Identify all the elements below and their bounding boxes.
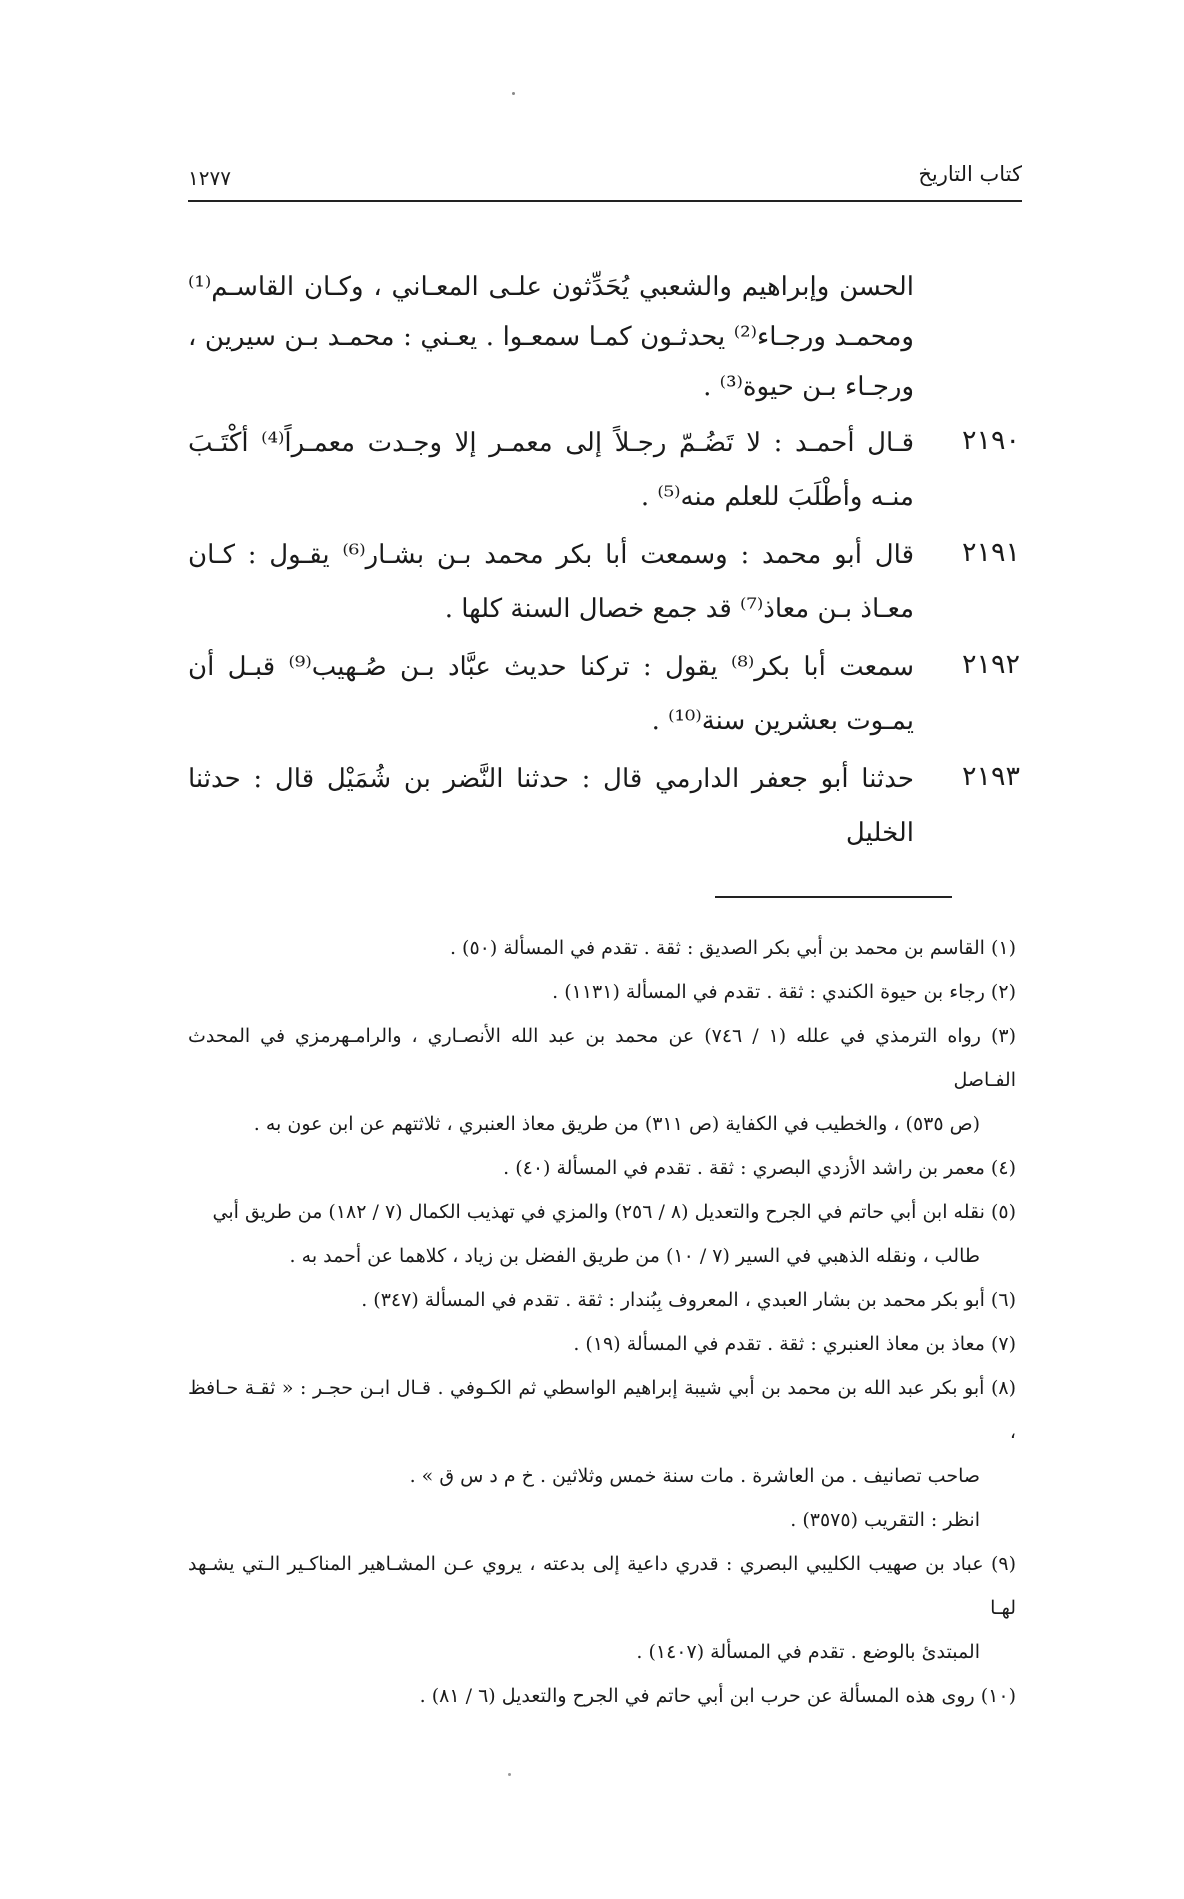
footnote-line: (٦) أبو بكر محمد بن بشار العبدي ، المعروف بِبُندار : ثقة . تقدم في المسألة (٣٤٧) .: [361, 1289, 1016, 1311]
entry-number: ٢١٩٢: [961, 649, 1020, 680]
footnote-2: [188, 970, 1016, 1014]
entry-text: سمعت أبا بكر⁽⁸⁾ يقول : تركنا حديث عبَّاد بـن صُـهيب⁽⁹⁾ قبـل أن يمـوت بعشرين سنة⁽¹⁰⁾ .: [188, 652, 914, 736]
footnote-line: صاحب تصانيف . من العاشرة . مات سنة خمس وثلاثين . خ م د س ق » .: [409, 1465, 980, 1487]
page-number: ١٢٧٧: [188, 166, 231, 190]
footnote-line: (ص ٥٣٥) ، والخطيب في الكفاية (ص ٣١١) من طريق معاذ العنبري ، ثلاثتهم عن ابن عون به .: [253, 1113, 980, 1135]
footnote-5: [188, 1190, 1016, 1278]
footnote-line: طالب ، ونقله الذهبي في السير (٧ / ١٠) من طريق الفضل بن زياد ، كلاهما عن أحمد به .: [289, 1245, 980, 1267]
footnote-9: [188, 1542, 1016, 1674]
entry-text: قـال أحمـد : لا تَضُـمّ رجـلاً إلى معمـر إلا وجـدت معمـراً⁽⁴⁾ أكْتَـبَ منـه وأطْلَبَ للعلم منه⁽⁵⁾ .: [188, 428, 915, 512]
entry-number: ٢١٩٣: [961, 761, 1020, 792]
entry-number: ٢١٩١: [961, 537, 1020, 568]
footnotes: [188, 926, 1016, 1718]
footnote-line: (١٠) روى هذه المسألة عن حرب ابن أبي حاتم في الجرح والتعديل (٦ / ٨١) .: [419, 1685, 1016, 1707]
entry-2190: [188, 416, 1022, 524]
entry-2191: [188, 528, 1022, 636]
footnote-line: (٨) أبو بكر عبد الله بن محمد بن أبي شيبة إبراهيم الواسطي ثم الكـوفي . قـال ابـن حجـر : « ثقـة حـافظ ،: [188, 1377, 1016, 1443]
footnote-10: [188, 1674, 1016, 1718]
entry-2193: [188, 752, 1022, 860]
footnote-6: [188, 1278, 1016, 1322]
scan-speck: [512, 92, 515, 95]
footnote-separator: [715, 896, 952, 898]
main-text: [188, 262, 1022, 860]
footnote-line: (٣) رواه الترمذي في علله (١ / ٧٤٦) عن محمد بن عبد الله الأنصـاري ، والرامـهرمزي في المحدث الفـاصل: [188, 1025, 1016, 1091]
footnote-line: انظر : التقريب (٣٥٧٥) .: [790, 1509, 980, 1531]
footnote-line: المبتدئ بالوضع . تقدم في المسألة (١٤٠٧) .: [636, 1641, 980, 1663]
running-header: [188, 158, 1022, 202]
entry-text: قال أبو محمد : وسمعت أبا بكر محمد بـن بشـار⁽⁶⁾ يقـول : كـان معـاذ بـن معاذ⁽⁷⁾ قد جمع خصال السنة كلها .: [188, 540, 914, 624]
footnote-4: [188, 1146, 1016, 1190]
footnote-line: (٢) رجاء بن حيوة الكندي : ثقة . تقدم في المسألة (١١٣١) .: [552, 981, 1016, 1003]
book-title: كتاب التاريخ: [918, 162, 1022, 186]
entry-2192: [188, 640, 1022, 748]
footnote-line: (٤) معمر بن راشد الأزدي البصري : ثقة . تقدم في المسألة (٤٠) .: [503, 1157, 1016, 1179]
footnote-7: [188, 1322, 1016, 1366]
footnote-line: (٥) نقله ابن أبي حاتم في الجرح والتعديل (٨ / ٢٥٦) والمزي في تهذيب الكمال (٧ / ١٨٢) من طريق أبي: [212, 1201, 1016, 1223]
footnote-line: (٩) عباد بن صهيب الكليبي البصري : قدري داعية إلى بدعته ، يروي عـن المشـاهير المناكـير الـتي يشـهد لهـا: [188, 1553, 1016, 1619]
scan-speck: [508, 1773, 511, 1776]
footnote-line: (١) القاسم بن محمد بن أبي بكر الصديق : ثقة . تقدم في المسألة (٥٠) .: [449, 937, 1016, 959]
entry-text: حدثنا أبو جعفر الدارمي قال : حدثنا النَّضر بن شُمَيْل قال : حدثنا الخليل: [188, 764, 914, 848]
entry-number: ٢١٩٠: [961, 425, 1020, 456]
continued-paragraph: الحسن وإبراهيم والشعبي يُحَدِّثون علـى المعـاني ، وكـان القاسـم⁽¹⁾ ومحمـد ورجـاء⁽²⁾ يحدثـون كمـا سمعـوا . يعـني : محمـد بـن سيرين ، ورجـاء بـن حيوة⁽³⁾ .: [188, 272, 914, 402]
footnote-3: [188, 1014, 1016, 1146]
footnote-1: [188, 926, 1016, 970]
footnote-line: (٧) معاذ بن معاذ العنبري : ثقة . تقدم في المسألة (١٩) .: [573, 1333, 1016, 1355]
footnote-8: [188, 1366, 1016, 1542]
